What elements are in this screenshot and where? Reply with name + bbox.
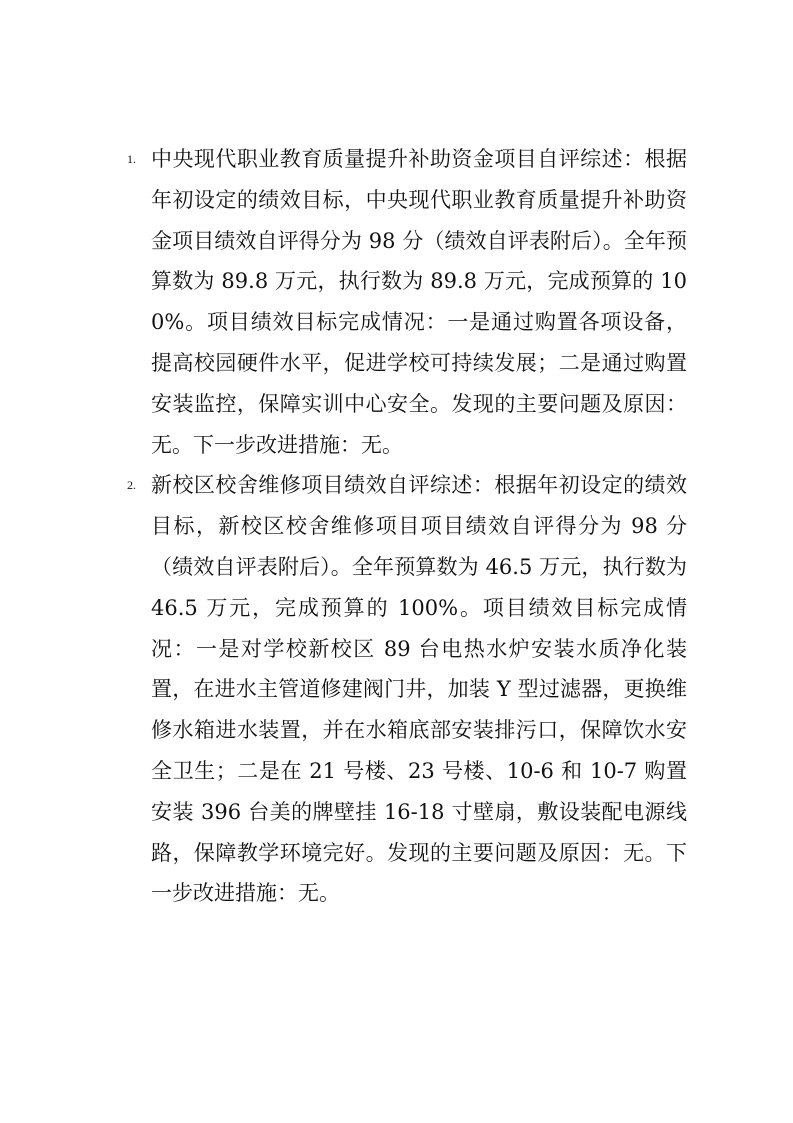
list-item [127, 465, 687, 914]
list-item-text: 中央现代职业教育质量提升补助资金项目自评综述：根据年初设定的绩效目标，中央现代职业教育质量提升补助资金项目绩效自评得分为 98 分（绩效自评表附后）。全年预算数为 89.8 万元，执行数为 89.8 万元，完成预算的 100%。项目绩效目标完成情况：一是通过购置各项设备，提高校园硬件水平，促进学校可持续发展；二是通过购置安装监控，保障实训中心安全。发现的主要问题及原因：无。下一步改进措施：无。 [151, 147, 687, 457]
numbered-list [127, 139, 687, 914]
list-number: 2. [127, 478, 136, 493]
list-item [127, 139, 687, 465]
list-number: 1. [127, 152, 136, 166]
list-item-text: 新校区校舍维修项目绩效自评综述：根据年初设定的绩效目标，新校区校舍维修项目项目绩效自评得分为 98 分（绩效自评表附后）。全年预算数为 46.5 万元，执行数为 46.5 万元，完成预算的 100%。项目绩效目标完成情况：一是对学校新校区 89 台电热水炉安装水质净化装置，在进水主管道修建阀门井，加装 Y 型过滤器，更换维修水箱进水装置，并在水箱底部安装排污口，保障饮水安全卫生；二是在 21 号楼、23 号楼、10-6 和 10-7 购置安装 396 台美的牌壁挂 16-18 寸壁扇，敷设装配电源线路，保障教学环境完好。发现的主要问题及原因：无。下一步改进措施：无。 [151, 473, 687, 906]
